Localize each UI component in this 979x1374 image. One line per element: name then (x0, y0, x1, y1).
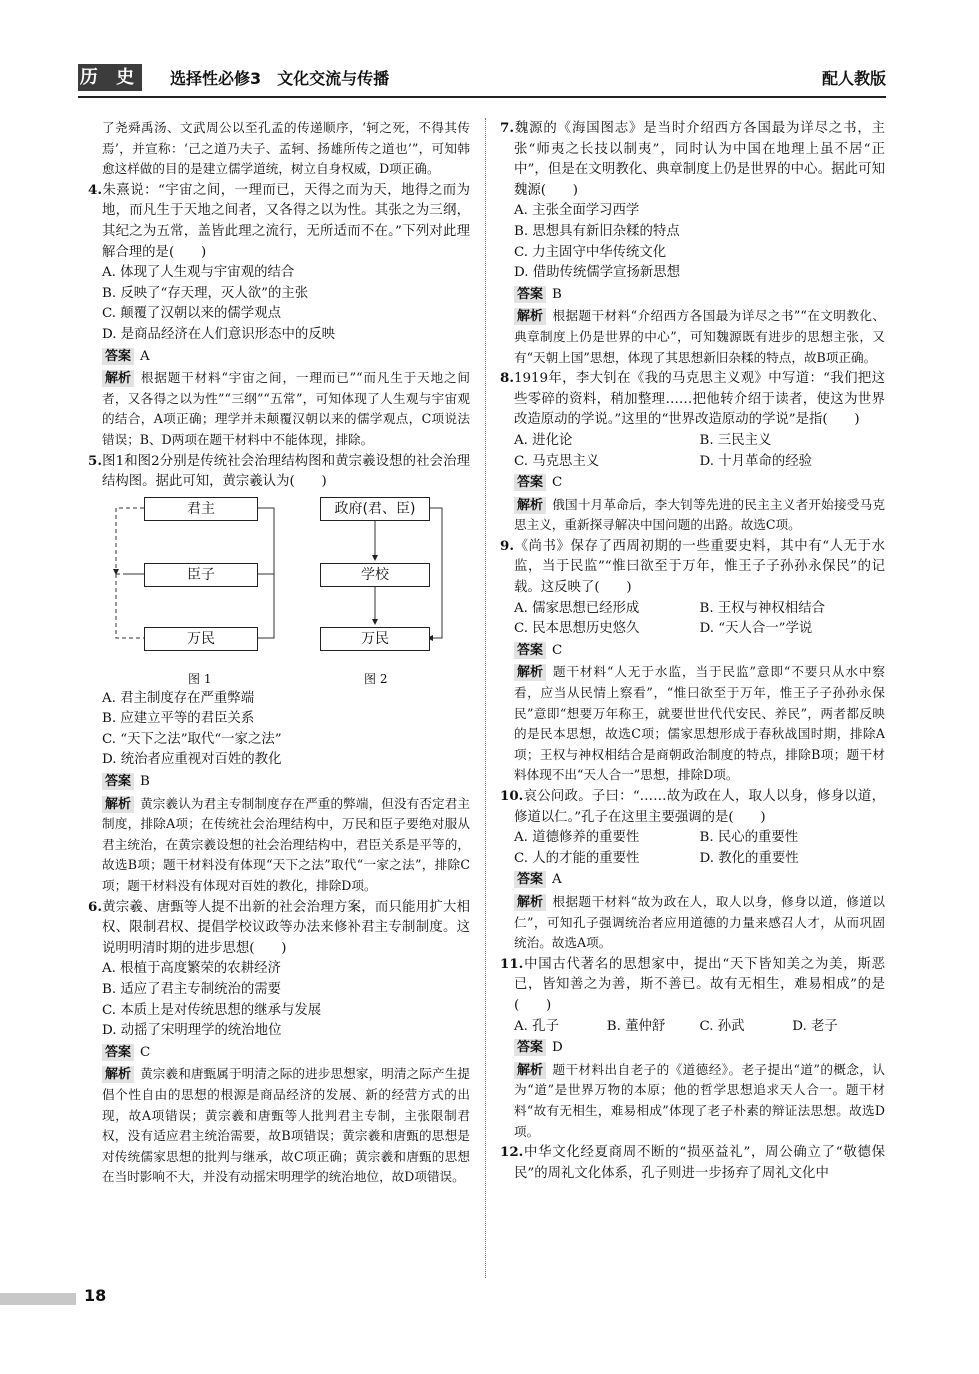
q6-option-b: B. 适应了君主专制统治的需要 (102, 982, 282, 997)
edition-label: 配人教版 (821, 69, 886, 88)
q10-option-d: D. 教化的重要性 (699, 850, 799, 866)
q5-option-b: B. 应建立平等的君臣关系 (102, 711, 255, 727)
q8-answer: 答案 C (500, 473, 885, 494)
q7-option-d: D. 借助传统儒学宣扬新思想 (514, 265, 681, 281)
q11-option-a: A. 孔子 (514, 1018, 559, 1034)
continued-analysis: 了尧舜禹汤、文武周公以至孔孟的传递顺序，‘轲之死，不得其传焉’，并宣称：‘己之道乃夫子、孟轲、扬雄所传之道也’”，可知韩愈这样做的目的是建立儒学道统，树立自身权威，D项正确。 (102, 120, 470, 177)
q6-option-a: A. 根植于高度繁荣的农耕经济 (102, 961, 281, 977)
question-12: 12.中华文化经夏商周不断的“损巫益礼”，周公确立了“敬德保民”的周礼文化体系，孔子则进一步扬弃了周礼文化中 (500, 1144, 885, 1181)
page-header (78, 60, 886, 98)
question-10: 10.哀公问政。子曰：“……故为政在人，取人以身，修身以道，修道以仁。”孔子在这里主要强调的是( ) (500, 788, 885, 825)
q8-options-ab (500, 431, 885, 452)
question-6: 6.黄宗羲、唐甄等人提不出新的社会治理方案，而只能用扩大相权、限制君权、提倡学校议政等办法来修补君主专制制度。这说明明清时期的进步思想( ) (88, 898, 470, 956)
fig2-government-box: 政府(君、臣) (320, 497, 430, 521)
q11-option-d: D. 老子 (792, 1018, 838, 1034)
fig2-school-box: 学校 (320, 563, 430, 587)
fig1-people-box: 万民 (144, 627, 258, 651)
q10-analysis: 解析 根据题干材料“故为政在人，取人以身，修身以道，修道以仁”，可知孔子强调统治者应用道德的力量来感召人才，从而巩固统治。故选A项。 (514, 893, 885, 951)
q5-answer: 答案 B (88, 772, 470, 793)
q11-option-c: C. 孙武 (699, 1018, 745, 1034)
q5-option-c: C. “天下之法”取代“一家之法” (102, 731, 282, 747)
book-title: 选择性必修3 文化交流与传播 (170, 69, 390, 88)
left-column (88, 118, 470, 1188)
q4-option-b: B. 反映了“存天理，灭人欲”的主张 (102, 285, 309, 301)
fig1-caption: 图 1 (188, 671, 212, 686)
q4-option-d: D. 是商品经济在人们意识形态中的反映 (102, 326, 336, 342)
q11-answer: 答案 D (500, 1038, 885, 1059)
q9-analysis: 解析 题干材料“人无于水监，当于民监”意即“不要只从水中察看，应当从民情上察看”，“惟曰欲至于万年，惟王子子孙孙永保民”意即“想要万年称王，就要世世代代安民、养民”，两者都反映的是民本思想，故选C项；儒家思想形成于春秋战国时期，排除A项；王权与神权相结合是商朝政治制度的特点，排除B项；题干材料体现不出“天人合一”思想，排除D项。 (514, 664, 885, 783)
q10-option-a: A. 道德修养的重要性 (514, 830, 640, 846)
subject-badge: 历 史 (78, 64, 142, 91)
q9-options-cd (500, 619, 885, 640)
q7-option-b: B. 思想具有新旧杂糅的特点 (514, 223, 680, 239)
footer-bar (0, 1293, 76, 1305)
fig1-minister-box: 臣子 (144, 563, 258, 587)
q4-answer: 答案 A (88, 347, 470, 368)
q9-option-b: B. 王权与神权相结合 (699, 600, 825, 616)
q6-answer: 答案 C (88, 1043, 470, 1064)
q9-option-d: D. “天人合一”学说 (699, 621, 813, 637)
q10-options-ab (500, 828, 885, 849)
q5-option-a: A. 君主制度存在严重弊端 (102, 690, 255, 706)
q11-options (500, 1017, 885, 1038)
q7-analysis: 解析 根据题干材料“介绍西方各国最为详尽之书”“在文明教化、典章制度上仍是世界的中心”，可知魏源既有进步的思想主张，又有“天朝上国”思想，体现了其思想新旧杂糅的特点，故B项正确。 (514, 308, 885, 365)
q5-diagrams (102, 493, 470, 689)
right-column (500, 118, 885, 1184)
page-number: 18 (84, 1286, 107, 1305)
q7-answer: 答案 B (500, 285, 885, 306)
fig2-caption: 图 2 (364, 671, 388, 686)
q10-option-b: B. 民心的重要性 (699, 830, 799, 846)
q4-option-c: C. 颠覆了汉朝以来的儒学观点 (102, 306, 281, 322)
q10-options-cd (500, 849, 885, 870)
q8-option-b: B. 三民主义 (699, 432, 772, 448)
question-9: 9.《尚书》保存了西周初期的一些重要史料，其中有“人无于水监，当于民监”“惟曰欲至于万年，惟王子子孙孙永保民”的记载。这反映了( ) (500, 537, 885, 596)
q9-option-c: C. 民本思想历史悠久 (514, 621, 640, 637)
q5-option-d: D. 统治者应重视对百姓的教化 (102, 752, 282, 768)
q5-analysis: 解析 黄宗羲认为君主专制制度存在严重的弊端，但没有否定君主制度，排除A项；在传统社会治理结构中，万民和臣子要绝对服从君主统治，在黄宗羲设想的社会治理结构中，君臣关系是平等的，故选B项；题干材料没有体现“天下之法”取代“一家之法”，排除C项；题干材料没有体现对百姓的教化，排除D项。 (102, 795, 470, 894)
q9-options-ab (500, 599, 885, 620)
question-4: 4.朱熹说：“宇宙之间，一理而已，天得之而为天，地得之而为地，而凡生于天地之间者，又各得之以为性。其张之为三纲，其纪之为五常，盖皆此理之流行，无所适而不在。”下列对此理解合理的是( ) (88, 181, 470, 260)
q8-options-cd (500, 452, 885, 473)
q11-option-b: B. 董仲舒 (606, 1018, 666, 1034)
diagram-connectors (102, 493, 470, 689)
q10-option-c: C. 人的才能的重要性 (514, 850, 640, 866)
q7-option-a: A. 主张全面学习西学 (514, 203, 640, 219)
q6-option-c: C. 本质上是对传统思想的继承与发展 (102, 1002, 322, 1018)
q10-answer: 答案 A (500, 870, 885, 891)
q8-analysis: 解析 俄国十月革命后，李大钊等先进的民主主义者开始接受马克思主义，重新探寻解决中国问题的出路。故选C项。 (514, 496, 885, 533)
q8-option-a: A. 进化论 (514, 432, 573, 448)
q8-option-c: C. 马克思主义 (514, 453, 600, 469)
q8-option-d: D. 十月革命的经验 (699, 453, 813, 469)
q11-analysis: 解析 题干材料出自老子的《道德经》。老子提出“道”的概念，认为“道”是世界万物的本原；他的哲学思想追求天人合一。题干材料“故有无相生，难易相成”体现了老子朴素的辩证法思想。故选D项。 (514, 1061, 885, 1139)
q6-analysis: 解析 黄宗羲和唐甄属于明清之际的进步思想家，明清之际产生提倡个性自由的思想的根源是商品经济的发展、新的经营方式的出现，故A项错误；黄宗羲和唐甄等人批判君主专制，主张限制君权，没有适应君主统治需要，故B项错误；黄宗羲和唐甄的思想是对传统儒家思想的批判与继承，故C项正确；黄宗羲和唐甄的思想在当时影响不大，并没有动摇宋明理学的统治地位，故D项错误。 (102, 1066, 470, 1185)
fig2-people-box: 万民 (320, 627, 430, 651)
fig1-ruler-box: 君主 (144, 497, 258, 521)
q4-analysis: 解析 根据题干材料“宇宙之间，一理而已”“而凡生于天地之间者，又各得之以为性”“三纲”“五常”，可知体现了人生观与宇宙观的结合，A项正确；理学并未颠覆汉朝以来的儒学观点，C项说法错误；B、D两项在题干材料中不能体现，排除。 (102, 370, 470, 447)
question-8: 8.1919年，李大钊在《我的马克思主义观》中写道：“我们把这些零碎的资料，稍加整理……把他转介绍于读者，使这为世界改造原动的学说。”这里的“世界改造原动的学说”是指( ) (500, 370, 885, 428)
question-7: 7.魏源的《海国图志》是当时介绍西方各国最为详尽之书，主张“师夷之长技以制夷”，同时认为中国在地理上虽不居“正中”，但是在文明教化、典章制度上仍是世界的中心。据此可知魏源( ) (500, 120, 885, 198)
q7-option-c: C. 力主固守中华传统文化 (514, 244, 667, 260)
question-5: 5.图1和图2分别是传统社会治理结构图和黄宗羲设想的社会治理结构图。据此可知，黄宗羲认为( ) (88, 452, 470, 490)
question-11: 11.中国古代著名的思想家中，提出“天下皆知美之为美，斯恶已，皆知善之为善，斯不善已。故有无相生，难易相成”的是( ) (500, 955, 885, 1013)
q9-option-a: A. 儒家思想已经形成 (514, 600, 640, 616)
q9-answer: 答案 C (500, 641, 885, 662)
q4-option-a: A. 体现了人生观与宇宙观的结合 (102, 265, 295, 281)
q6-option-d: D. 动摇了宋明理学的统治地位 (102, 1023, 282, 1039)
column-divider (485, 118, 486, 1278)
